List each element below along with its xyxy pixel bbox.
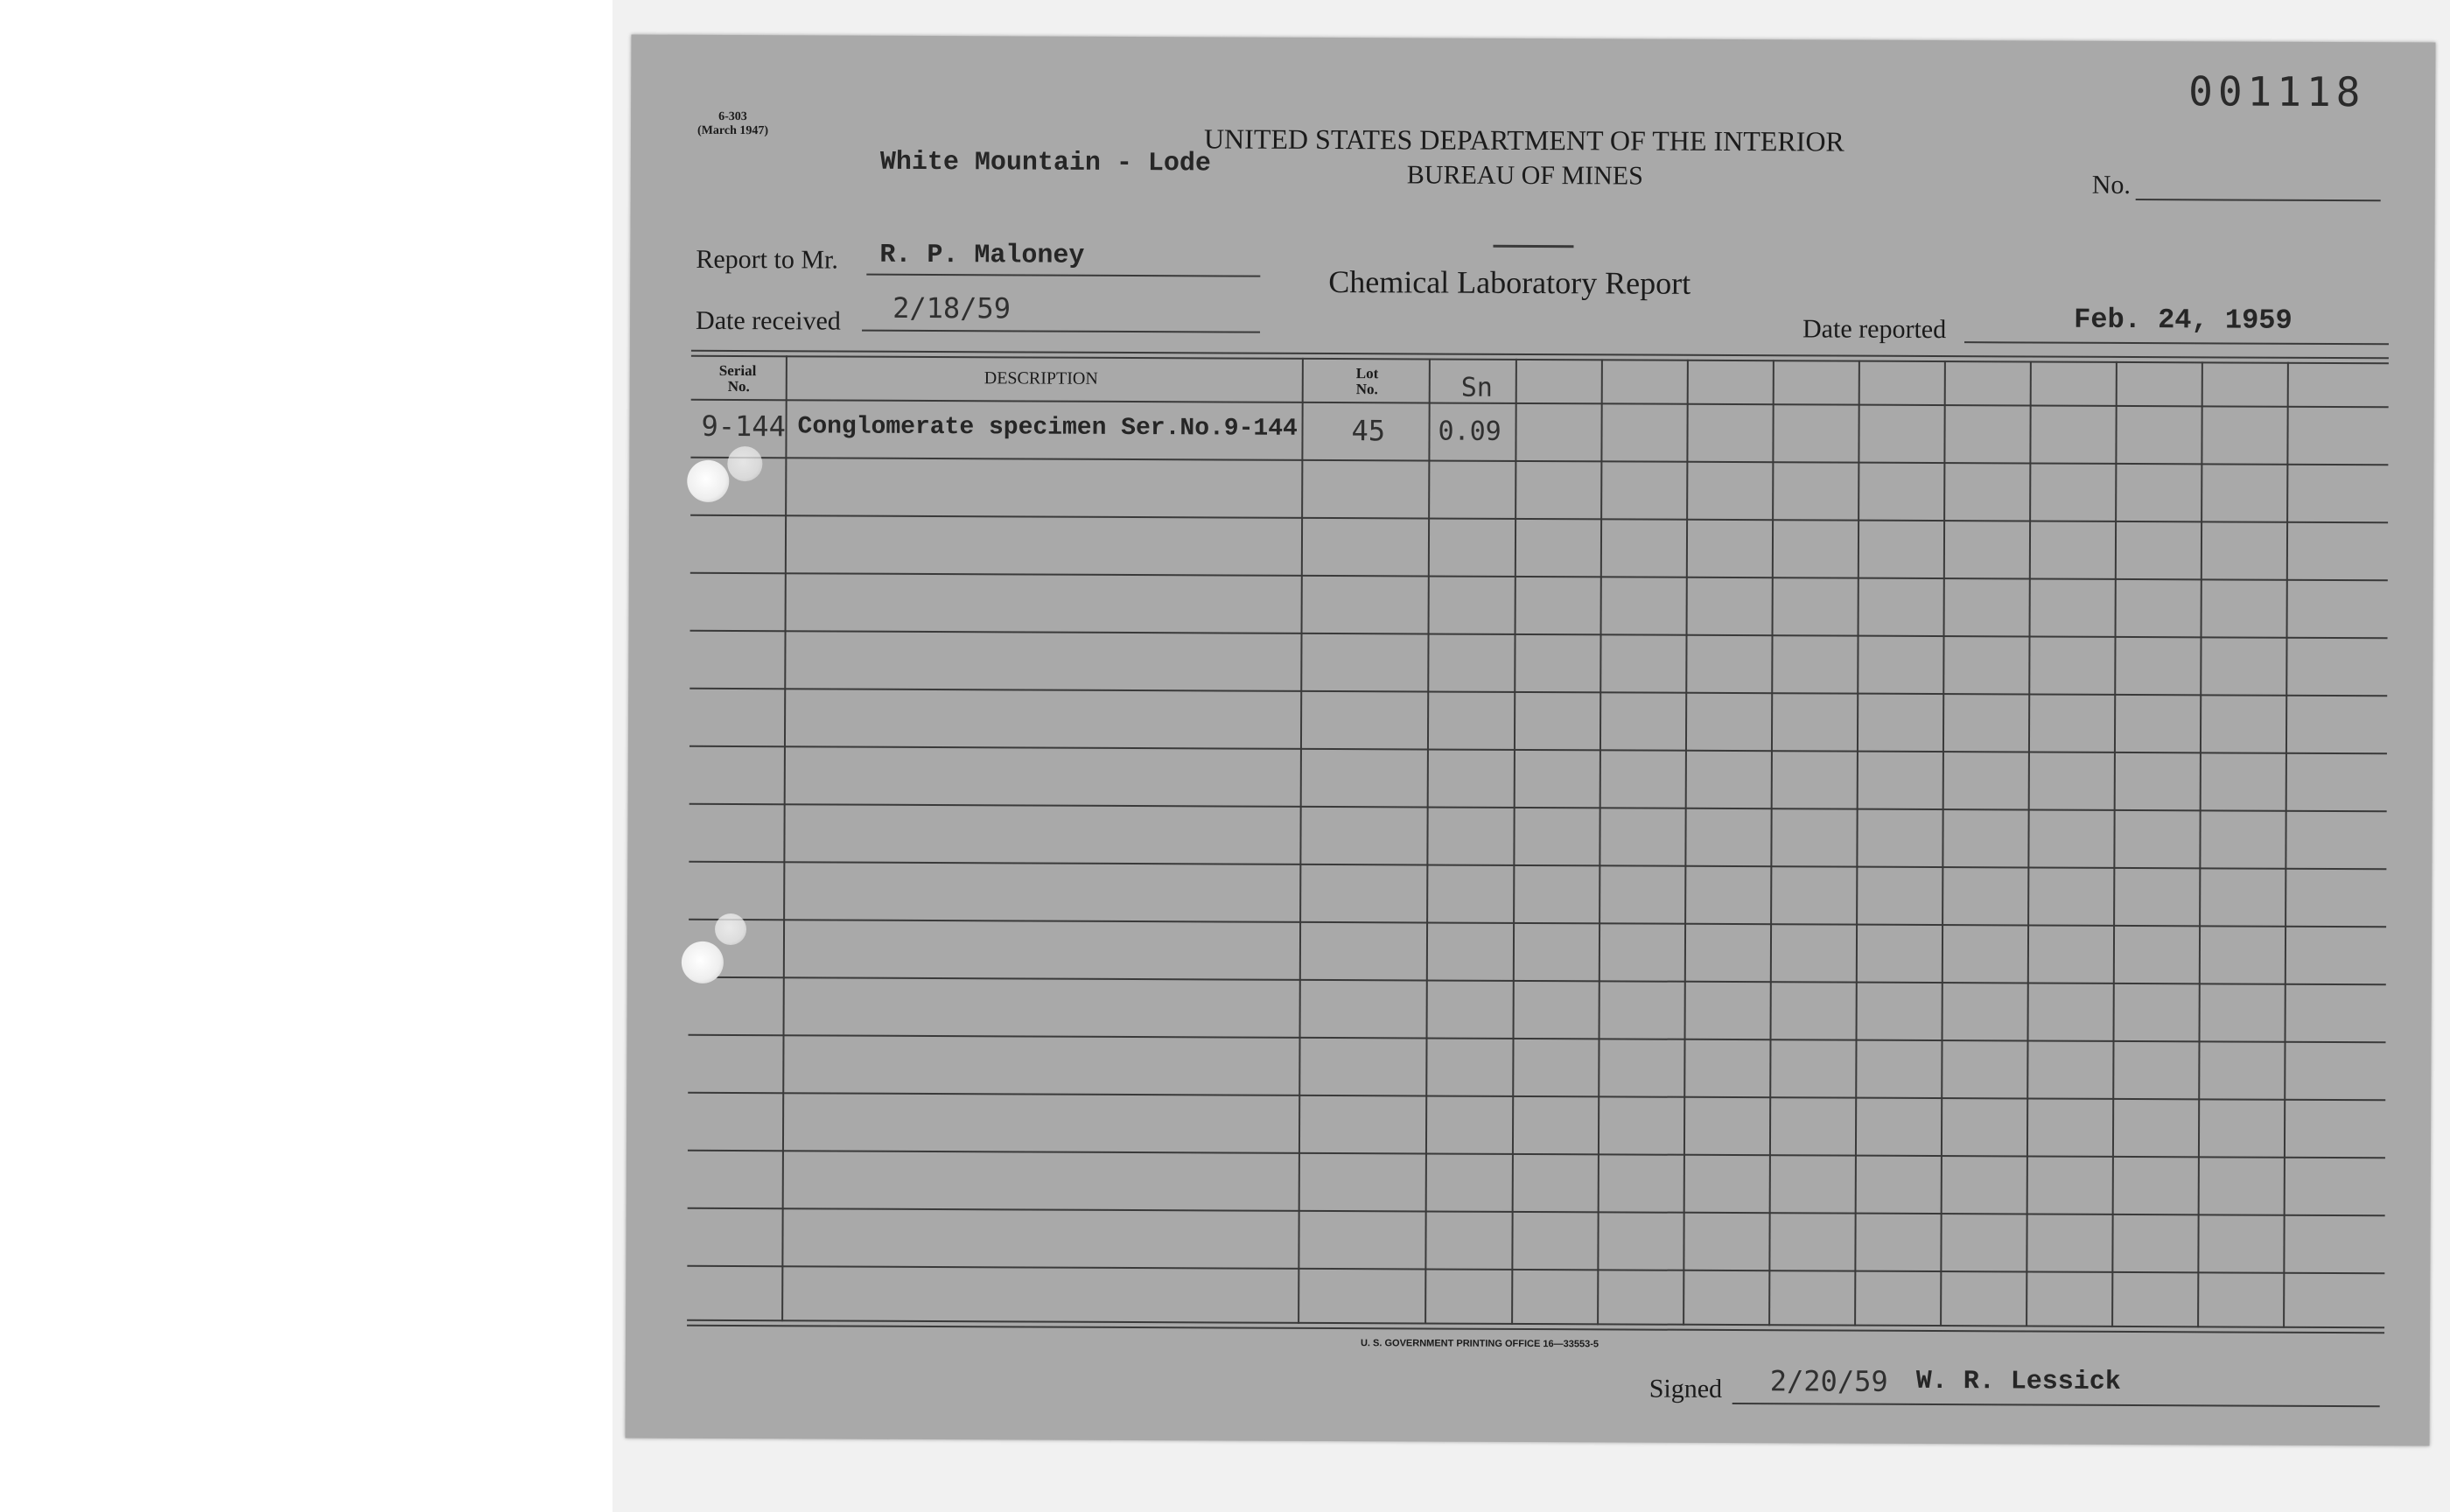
punch-hole	[682, 942, 724, 984]
column-divider	[1854, 360, 1860, 1326]
column-divider	[1683, 360, 1689, 1326]
date-received-value: 2/18/59	[892, 290, 1012, 326]
date-reported-field-line	[1964, 341, 2389, 345]
row-rule	[689, 976, 2386, 985]
report-to-label: Report to Mr.	[696, 244, 838, 275]
column-divider	[1298, 358, 1304, 1324]
row-rule	[690, 688, 2387, 696]
no-field-line	[2136, 199, 2381, 201]
col-header-description: DESCRIPTION	[984, 368, 1098, 388]
column-divider	[1511, 359, 1517, 1325]
agency-line-1: UNITED STATES DEPARTMENT OF THE INTERIOR	[1203, 122, 1844, 158]
column-divider	[2197, 361, 2203, 1327]
lab-report-sheet	[626, 35, 2436, 1446]
column-divider	[1768, 360, 1774, 1326]
col-header-lot-1: Lot	[1355, 365, 1379, 382]
col-header-element: Sn	[1460, 372, 1493, 403]
signed-field-line	[1732, 1403, 2380, 1407]
punch-hole	[687, 460, 729, 502]
col-header-serial-2: No.	[727, 377, 750, 396]
row-rule	[688, 1150, 2385, 1158]
punch-hole	[715, 914, 746, 945]
report-to-value: R. P. Maloney	[879, 240, 1085, 271]
row-rule	[688, 1092, 2385, 1101]
printer-line: U. S. GOVERNMENT PRINTING OFFICE 16—33553-5	[1360, 1338, 1600, 1350]
table-row	[690, 399, 2388, 464]
cell-lot: 45	[1351, 414, 1386, 448]
cell-sn: 0.09	[1438, 416, 1502, 447]
signed-name: W. R. Lessick	[1915, 1366, 2121, 1397]
row-rule	[690, 514, 2388, 523]
signed-label: Signed	[1648, 1374, 1723, 1404]
column-divider	[781, 355, 788, 1321]
cell-description: Conglomerate specimen Ser.No.9-144	[797, 413, 1298, 443]
row-rule	[688, 1208, 2385, 1216]
signed-date: 2/20/59	[1769, 1364, 1888, 1398]
date-reported-value: Feb. 24, 1959	[2074, 303, 2292, 337]
row-rule	[687, 1265, 2384, 1274]
col-header-lot-2: No.	[1355, 381, 1378, 398]
punch-hole	[727, 446, 762, 481]
date-received-label: Date received	[696, 305, 841, 336]
column-divider	[2026, 360, 2032, 1326]
row-rule	[689, 861, 2386, 870]
typed-location: White Mountain - Lode	[879, 147, 1212, 179]
cell-serial: 9-144	[701, 409, 786, 444]
report-to-field-line	[866, 274, 1260, 277]
row-rule	[689, 1034, 2386, 1043]
row-rule	[690, 572, 2388, 581]
date-reported-label: Date reported	[1802, 314, 1947, 345]
date-received-field-line	[862, 330, 1260, 333]
column-divider	[1597, 359, 1603, 1325]
col-header-serial-1: Serial	[718, 361, 757, 380]
column-divider	[2111, 361, 2118, 1327]
row-rule	[690, 746, 2387, 754]
stamp-number: 001118	[2188, 67, 2366, 116]
row-rule	[690, 803, 2387, 812]
column-divider	[1940, 360, 1946, 1326]
column-divider	[2283, 362, 2289, 1328]
row-rule	[689, 919, 2386, 928]
report-title: Chemical Laboratory Report	[1328, 263, 1691, 301]
row-rule	[690, 630, 2388, 639]
form-date: (March 1947)	[696, 123, 769, 138]
no-label: No.	[2091, 170, 2132, 200]
column-divider	[1424, 358, 1431, 1324]
form-id: 6-303	[718, 109, 747, 124]
title-rule	[1493, 245, 1573, 248]
results-table	[687, 350, 2389, 1337]
agency-line-2: BUREAU OF MINES	[1406, 160, 1643, 191]
